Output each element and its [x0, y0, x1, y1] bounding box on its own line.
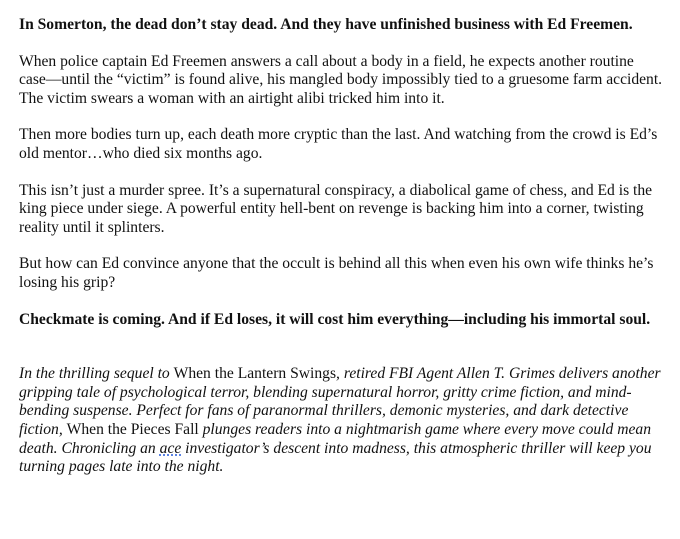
blurb-part-1: In the thrilling sequel to [19, 365, 174, 383]
paragraph-1: When police captain Ed Freemen answers a call about a body in a field, he expects another routine case—until the “victim” is found alive, his mangled body impossibly tied to a gruesome farm accident. The victim swears a woman with an airtight alibi tricked him into it. [19, 52, 663, 107]
blurb-part-2: , retired FBI Agent Allen T. Grimes delivers another gripping tale of psychological terror, blending supernatural horror, gritty crime fiction, and mind-bending suspense. Perfect for fans of paranormal thrillers, demonic mysteries, and dark detective fiction, [19, 365, 661, 438]
closing-line: Checkmate is coming. And if Ed loses, it will cost him everything—including his immortal soul. [19, 310, 651, 328]
author-blurb [19, 365, 664, 477]
blurb-part-4: investigator’s descent into madness, this atmospheric thriller will keep you turning pages late into the night. [19, 439, 652, 476]
blurb-title-2: When the Pieces Fall [66, 420, 199, 438]
blurb-title-1: When the Lantern Swings [173, 365, 337, 383]
paragraph-4: But how can Ed convince anyone that the occult is behind all this when even his own wife thinks he’s losing his grip? [19, 255, 654, 291]
paragraph-3: This isn’t just a murder spree. It’s a supernatural conspiracy, a diabolical game of chess, and Ed is the king piece under siege. A powerful entity hell-bent on revenge is backing him into a corner, twisting reality until it splinters. [19, 181, 653, 236]
spellcheck-flagged-word[interactable]: ace [159, 439, 182, 457]
headline: In Somerton, the dead don’t stay dead. And they have unfinished business with Ed Freemen. [19, 16, 633, 33]
paragraph-2: Then more bodies turn up, each death more cryptic than the last. And watching from the crowd is Ed’s old mentor…who died six months ago. [19, 126, 658, 162]
blurb-part-3: plunges readers into a nightmarish game where every move could mean death. Chronicling an [19, 420, 652, 457]
document-page [19, 16, 664, 477]
